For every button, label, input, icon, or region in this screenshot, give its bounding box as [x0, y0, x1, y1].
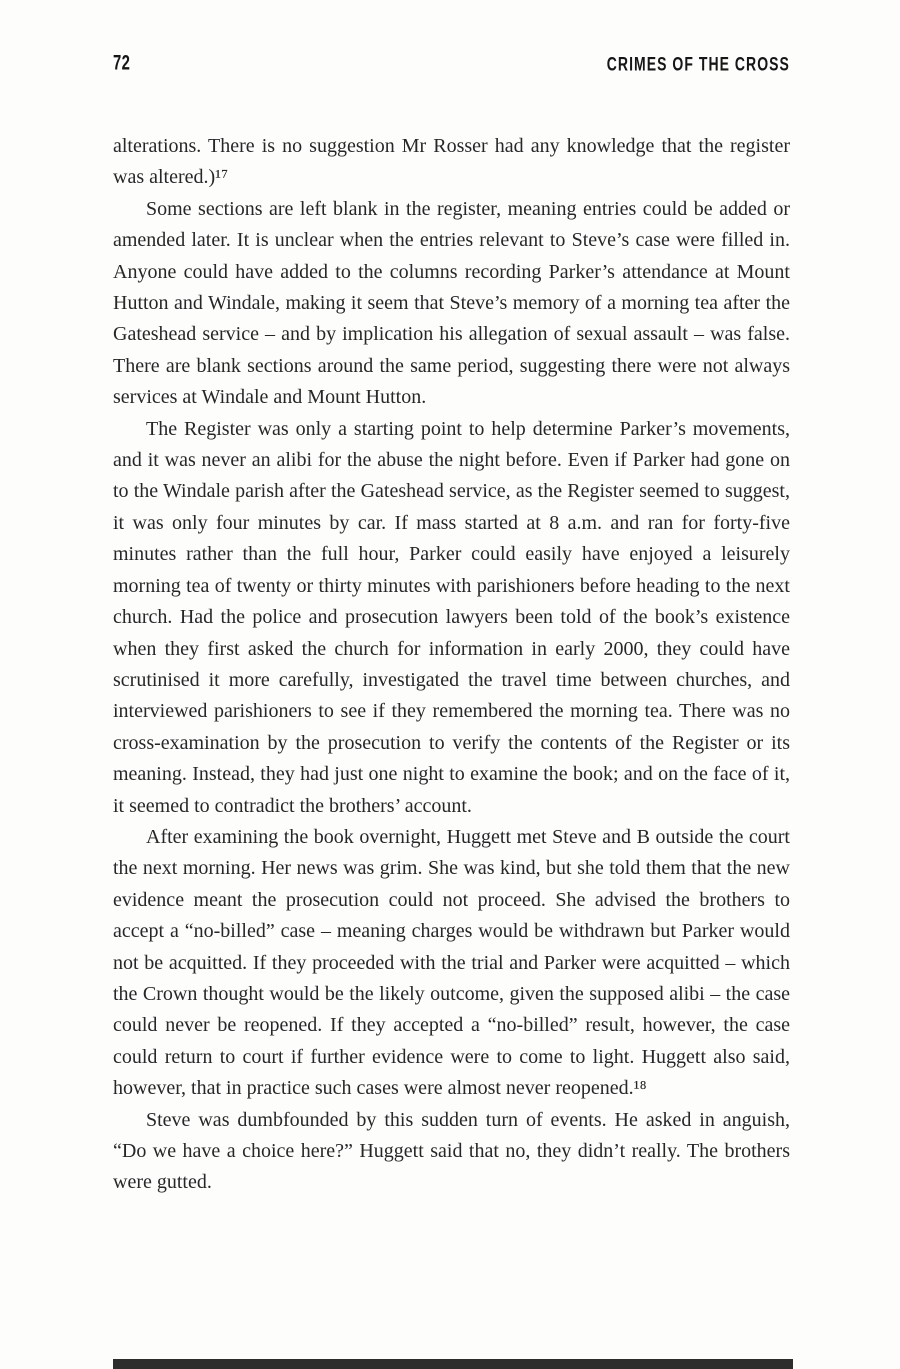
paragraph-continuation: alterations. There is no suggestion Mr Rosser had any knowledge that the register was altered.)¹⁷ — [113, 135, 790, 189]
paragraph: Steve was dumbfounded by this sudden turn of events. He asked in anguish, “Do we have a choice here?” Huggett said that no, they didn’t really. The brothers were gutted. — [113, 1108, 790, 1194]
page-number: 72 — [113, 51, 131, 75]
next-page-edge-strip — [113, 1359, 793, 1369]
page-header — [0, 0, 900, 76]
paragraph: Some sections are left blank in the register, meaning entries could be added or amended later. It is unclear when the entries relevant to Steve’s case were filled in. Anyone could have added to the columns recording Parker’s attendance at Mount Hutton and Windale, making it seem that Steve’s memory of a morning tea after the Gateshead service – and by implication his allegation of sexual assault – was false. There are blank sections around the same period, suggesting there were not always services at Windale and Mount Hutton. — [113, 197, 790, 409]
paragraph: The Register was only a starting point to help determine Parker’s movements, and it was never an alibi for the abuse the night before. Even if Parker had gone on to the Windale parish after the Gateshead service, as the Register seemed to suggest, it was only four minutes by car. If mass started at 8 a.m. and ran for forty-five minutes rather than the full hour, Parker could easily have enjoyed a leisurely morning tea of twenty or thirty minutes with parishioners before heading to the next church. Had the police and prosecution lawyers been told of the book’s existence when they first asked the church for information in early 2000, they could have scrutinised it more carefully, investigated the travel time between churches, and interviewed parishioners to see if they remembered the morning tea. There was no cross-examination by the prosecution to verify the contents of the Register or its meaning. Instead, they had just one night to examine the book; and on the face of it, it seemed to contradict the brothers’ account. — [113, 417, 790, 817]
paragraph: After examining the book overnight, Huggett met Steve and B outside the court the next morning. Her news was grim. She was kind, but she told them that the new evidence meant the prosecution could not proceed. She advised the brothers to accept a “no-billed” case – meaning charges would be withdrawn but Parker would not be acquitted. If they proceeded with the trial and Parker were acquitted – which the Crown thought would be the likely outcome, given the supposed alibi – the case could never be reopened. If they accepted a “no-billed” result, however, the case could return to court if further evidence were to come to light. Huggett also said, however, that in practice such cases were almost never reopened.¹⁸ — [113, 825, 790, 1100]
body-text-block — [113, 131, 790, 1199]
running-head-title: CRIMES OF THE CROSS — [606, 52, 790, 75]
